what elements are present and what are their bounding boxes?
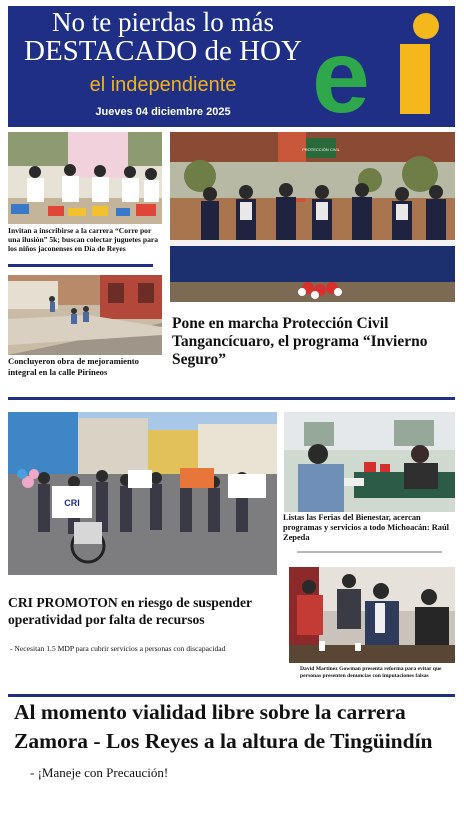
- photo-pirineos-art: [8, 275, 162, 355]
- footer-headline[interactable]: Al momento vialidad libre sobre la carrera Zamora - Los Reyes a la altura de Tingüindín: [14, 700, 433, 753]
- photo-david-martinez[interactable]: [289, 567, 455, 663]
- ei-logo: [312, 8, 455, 120]
- photo-pirineos[interactable]: [8, 275, 162, 355]
- photo-ferias[interactable]: [284, 412, 455, 512]
- caption-ferias[interactable]: Listas las Ferias del Bienestar, acercan programas y servicios a todo Michoacán: Raúl Zepeda: [283, 513, 449, 542]
- banner-line2: DESTACADO de HOY: [24, 35, 302, 67]
- banner-date: Jueves 04 diciembre 2025: [95, 106, 231, 118]
- caption-david-martinez[interactable]: David Martinez Gowman presenta reforma para evitar que personas presenten denuncias con imputaciones falsas: [300, 666, 442, 680]
- photo-cri-march-art: [8, 412, 277, 575]
- header-banner: [8, 6, 455, 127]
- banner-tagline: el independiente: [89, 74, 237, 96]
- photo-carrera-art: [8, 132, 162, 224]
- photo-sign-text: PROTECCIÓN CIVIL: [302, 147, 340, 152]
- photo-david-martinez-art: [289, 567, 455, 663]
- photo-cri-march[interactable]: [8, 412, 277, 575]
- logo-e: e: [312, 19, 370, 120]
- headline-proteccion-civil[interactable]: Pone en marcha Protección Civil Tangancícuaro, el programa “Invierno Seguro”: [172, 315, 428, 368]
- footer-headline-block[interactable]: [14, 698, 454, 787]
- divider: [8, 264, 153, 267]
- photo-ferias-art: [284, 412, 455, 512]
- divider: [297, 551, 442, 553]
- caption-carrera[interactable]: Invitan a inscribirse a la carrera “Corre por una ilusión” 5k; buscan colectar juguetes para los niños jaconenses en Día de Reyes: [8, 226, 159, 253]
- footer-note: - ¡Maneje con Precaución!: [30, 765, 169, 780]
- photo-proteccion-civil-art: [170, 132, 455, 302]
- subheadline-cri: - Necesitan 1.5 MDP para cubrir servicios a personas con discapacidad: [10, 644, 226, 653]
- caption-pirineos[interactable]: Concluyeron obra de mejoramiento integral en la calle Pirineos: [8, 356, 139, 377]
- headline-cri[interactable]: CRI PROMOTON en riesgo de suspender operatividad por falta de recursos: [8, 595, 252, 627]
- banner-line1: No te pierdas lo más: [52, 7, 274, 37]
- footer-divider: [8, 694, 455, 697]
- photo-proteccion-civil[interactable]: [170, 132, 455, 302]
- photo-carrera[interactable]: [8, 132, 162, 224]
- section-divider: [8, 397, 455, 400]
- march-sign-text: CRI: [64, 498, 80, 508]
